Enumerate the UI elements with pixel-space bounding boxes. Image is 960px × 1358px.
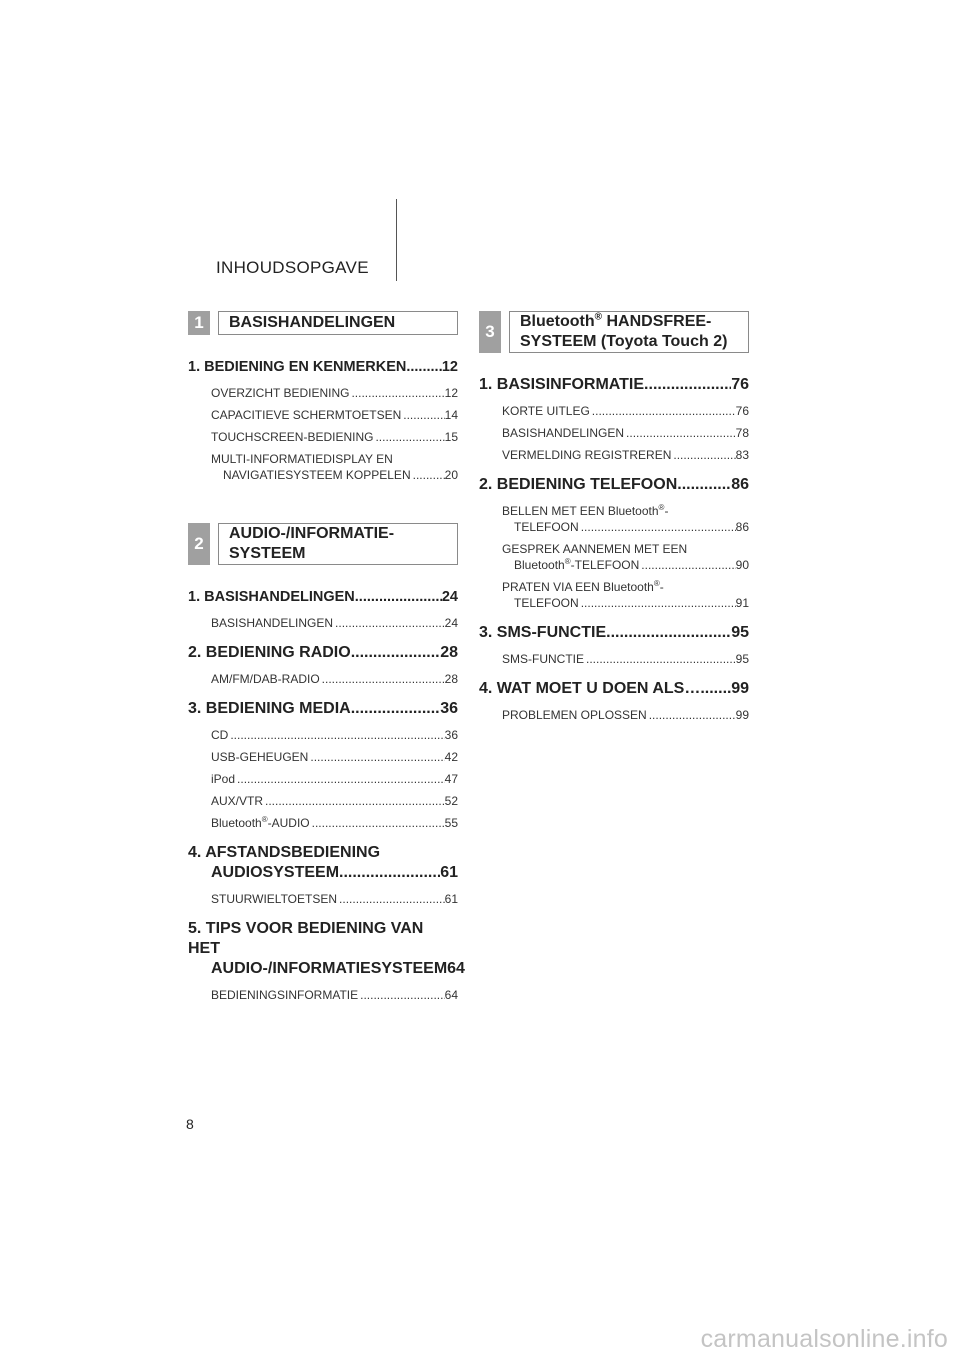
dot-leader <box>647 707 736 723</box>
entry-title: OVERZICHT BEDIENING <box>211 386 350 400</box>
dot-leader <box>373 429 444 445</box>
section-number-badge: 2 <box>188 523 210 565</box>
dot-leader <box>406 357 442 377</box>
entry-title-text: BELLEN MET EEN Bluetooth <box>502 504 659 518</box>
toc-entry[interactable] <box>211 749 458 765</box>
chapter-title-line2: AUDIOSYSTEEM <box>211 864 340 881</box>
dot-leader <box>308 749 444 765</box>
toc-chapter[interactable] <box>188 357 458 377</box>
dot-leader <box>263 793 445 809</box>
toc-entry[interactable] <box>211 987 458 1003</box>
entry-page: 52 <box>444 794 458 808</box>
registered-mark: ® <box>564 557 571 566</box>
toc-column-left <box>188 311 465 1015</box>
entry-page: 15 <box>444 430 458 444</box>
toc-entries <box>188 671 458 687</box>
entry-title-text: Bluetooth <box>514 558 565 572</box>
entry-title-line2 <box>514 557 639 573</box>
header-divider <box>396 199 397 281</box>
section-header-3 <box>479 311 749 353</box>
entry-page: 20 <box>444 468 458 482</box>
entry-title-text: - <box>664 504 669 518</box>
entry-title: USB-GEHEUGEN <box>211 750 309 764</box>
toc-entry[interactable] <box>502 707 749 723</box>
header-title: INHOUDSOPGAVE <box>216 258 369 277</box>
section-title-line2: SYSTEEM (Toyota Touch 2) <box>520 333 728 350</box>
toc-entry[interactable] <box>211 891 458 907</box>
entry-page: 91 <box>735 596 749 610</box>
chapter-title-line2: AUDIO-/INFORMATIESYSTEEM <box>211 960 448 977</box>
toc-entries <box>188 891 458 907</box>
registered-mark: ® <box>261 815 268 824</box>
dot-leader <box>677 475 731 495</box>
toc-entry[interactable] <box>211 615 458 631</box>
toc-chapter[interactable] <box>479 375 749 395</box>
dot-leader <box>333 615 445 631</box>
entry-title-line1 <box>502 503 749 519</box>
entry-title: KORTE UITLEG <box>502 404 590 418</box>
toc-entries <box>479 651 749 667</box>
dot-leader <box>624 425 736 441</box>
toc-chapter[interactable] <box>188 699 458 719</box>
dot-leader <box>228 727 444 743</box>
chapter-title: 1. BASISHANDELINGEN <box>188 589 355 605</box>
entry-title-line1: MULTI-INFORMATIEDISPLAY EN <box>211 452 393 466</box>
toc-chapter[interactable] <box>188 643 458 663</box>
dot-leader <box>355 587 442 607</box>
chapter-page: 36 <box>440 700 458 717</box>
entry-page: 12 <box>444 386 458 400</box>
chapter-title: 2. BEDIENING TELEFOON <box>479 476 678 493</box>
toc-entry[interactable] <box>211 429 458 445</box>
toc-entries <box>479 707 749 723</box>
chapter-title: 4. WAT MOET U DOEN ALS… <box>479 680 701 697</box>
entry-page: 76 <box>735 404 749 418</box>
chapter-page: 28 <box>440 644 458 661</box>
entry-page: 99 <box>735 708 749 722</box>
entry-title: BEDIENINGSINFORMATIE <box>211 988 359 1002</box>
entry-page: 64 <box>444 988 458 1002</box>
dot-leader <box>584 651 736 667</box>
entry-title-text: - <box>659 580 664 594</box>
chapter-page: 99 <box>731 680 749 697</box>
dot-leader <box>337 891 445 907</box>
chapter-title: 3. SMS-FUNCTIE <box>479 624 607 641</box>
entry-title-line1: GESPREK AANNEMEN MET EEN <box>502 542 688 556</box>
toc-chapter[interactable] <box>479 475 749 495</box>
entry-page: 28 <box>444 672 458 686</box>
watermark: carmanualsonline.info <box>700 1325 948 1353</box>
toc-chapter[interactable] <box>188 919 465 979</box>
entry-title: CAPACITIEVE SCHERMTOETSEN <box>211 408 402 422</box>
dot-leader <box>339 863 440 883</box>
toc-chapter[interactable] <box>479 679 749 699</box>
toc-entry[interactable] <box>502 425 749 441</box>
entry-page: 61 <box>444 892 458 906</box>
entry-title-text: PRATEN VIA EEN Bluetooth <box>502 580 654 594</box>
section-title <box>218 523 458 565</box>
entry-page: 36 <box>444 728 458 742</box>
chapter-title: 2. BEDIENING RADIO <box>188 644 351 661</box>
dot-leader <box>671 447 735 463</box>
registered-mark: ® <box>658 503 665 512</box>
dot-leader <box>235 771 445 787</box>
toc-entry[interactable] <box>502 503 749 535</box>
dot-leader <box>579 595 736 611</box>
entry-title: PROBLEMEN OPLOSSEN <box>502 708 647 722</box>
toc-entry[interactable] <box>211 793 458 809</box>
entry-page: 90 <box>735 558 749 572</box>
toc-entry[interactable] <box>211 771 458 787</box>
section-header-1 <box>188 311 458 335</box>
dot-leader <box>351 699 441 719</box>
dot-leader <box>358 987 445 1003</box>
entry-title: STUURWIELTOETSEN <box>211 892 338 906</box>
toc-entry[interactable] <box>211 727 458 743</box>
entry-title: TOUCHSCREEN-BEDIENING <box>211 430 374 444</box>
chapter-page: 12 <box>441 359 458 375</box>
entry-title-line2: TELEFOON <box>514 520 579 534</box>
section-header-2 <box>188 523 458 565</box>
entry-page: 55 <box>444 816 458 830</box>
toc-entries <box>479 503 749 611</box>
chapter-title-line1: 4. AFSTANDSBEDIENING <box>188 844 381 861</box>
section-title: BASISHANDELINGEN <box>218 311 458 335</box>
entry-title: BASISHANDELINGEN <box>502 426 625 440</box>
entry-title-line1 <box>502 579 749 595</box>
dot-leader <box>700 679 731 699</box>
toc-entries <box>188 987 458 1003</box>
toc-entries <box>188 615 458 631</box>
section-title-line1 <box>520 312 711 332</box>
entry-title-text: -TELEFOON <box>570 558 640 572</box>
dot-leader <box>606 623 731 643</box>
chapter-title: 1. BEDIENING EN KENMERKEN <box>188 359 407 375</box>
entry-title-line2: TELEFOON <box>514 596 579 610</box>
registered-mark: ® <box>653 579 660 588</box>
entry-title-text: Bluetooth <box>211 816 262 830</box>
chapter-page: 76 <box>731 376 749 393</box>
entry-page: 83 <box>735 448 749 462</box>
entry-page: 42 <box>444 750 458 764</box>
toc-entry[interactable] <box>502 403 749 419</box>
toc-entries <box>479 403 749 463</box>
toc-entry[interactable] <box>502 579 749 611</box>
entry-title: AUX/VTR <box>211 794 264 808</box>
toc-chapter[interactable] <box>188 843 458 883</box>
entry-title: CD <box>211 728 229 742</box>
page-number: 8 <box>186 1116 194 1132</box>
toc-chapter[interactable] <box>188 587 458 607</box>
entry-page: 14 <box>444 408 458 422</box>
section-title-line1: AUDIO-/INFORMATIE- <box>229 525 395 542</box>
entry-title: SMS-FUNCTIE <box>502 652 584 666</box>
toc-column-right <box>479 311 749 735</box>
toc-entry[interactable] <box>211 671 458 687</box>
dot-leader <box>349 385 444 401</box>
dot-leader <box>310 815 445 831</box>
dot-leader <box>590 403 736 419</box>
toc-entry[interactable] <box>502 651 749 667</box>
entry-title <box>211 815 310 831</box>
dot-leader <box>644 375 731 395</box>
entry-title: AM/FM/DAB-RADIO <box>211 672 320 686</box>
toc-entry[interactable] <box>502 541 749 573</box>
chapter-page: 95 <box>731 624 749 641</box>
chapter-page: 24 <box>441 589 458 605</box>
entry-title: iPod <box>211 772 236 786</box>
dot-leader <box>579 519 736 535</box>
chapter-title: 1. BASISINFORMATIE <box>479 376 645 393</box>
chapter-page: 86 <box>731 476 749 493</box>
entry-title: VERMELDING REGISTREREN <box>502 448 672 462</box>
entry-page: 95 <box>735 652 749 666</box>
section-title-text: HANDSFREE- <box>602 313 712 330</box>
dot-leader <box>639 557 735 573</box>
dot-leader <box>351 643 441 663</box>
toc-entry[interactable] <box>211 407 458 423</box>
chapter-page: 64 <box>447 960 465 977</box>
toc-entry[interactable] <box>211 451 458 483</box>
dot-leader <box>401 407 444 423</box>
entry-page: 47 <box>444 772 458 786</box>
entry-title: BASISHANDELINGEN <box>211 616 334 630</box>
section-title <box>509 311 749 353</box>
toc-chapter[interactable] <box>479 623 749 643</box>
dot-leader <box>411 467 445 483</box>
toc-entry[interactable] <box>211 385 458 401</box>
toc-entries <box>188 727 458 831</box>
toc-entry[interactable] <box>502 447 749 463</box>
section-title-line2: SYSTEEM <box>229 545 306 562</box>
entry-page: 24 <box>444 616 458 630</box>
entry-title-line2: NAVIGATIESYSTEEM KOPPELEN <box>223 468 411 482</box>
section-title-text: Bluetooth <box>520 313 595 330</box>
dot-leader <box>320 671 445 687</box>
chapter-title: 3. BEDIENING MEDIA <box>188 700 351 717</box>
entry-title-text: -AUDIO <box>267 816 310 830</box>
registered-mark: ® <box>594 311 603 323</box>
chapter-page: 61 <box>440 864 458 881</box>
section-number-badge: 3 <box>479 311 501 353</box>
toc-entry[interactable] <box>211 815 458 831</box>
toc-entries <box>188 385 458 483</box>
chapter-title-line1: 5. TIPS VOOR BEDIENING VAN HET <box>188 920 424 957</box>
entry-page: 78 <box>735 426 749 440</box>
entry-page: 86 <box>735 520 749 534</box>
section-number-badge: 1 <box>188 311 210 335</box>
